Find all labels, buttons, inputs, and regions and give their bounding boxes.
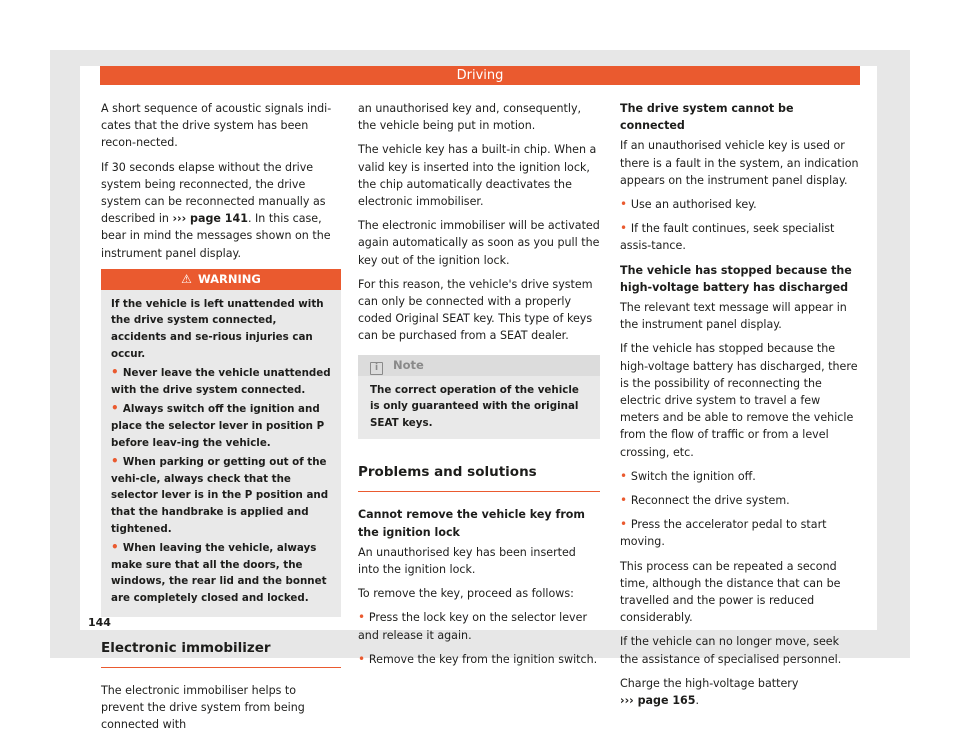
paragraph: To remove the key, proceed as follows: (358, 587, 574, 601)
warning-bullet-text: When leaving the vehicle, always make sure that all the doors, the windows, the rear lid and the bonnet are completely closed and locked. (111, 542, 327, 604)
sub-heading: The vehicle has stopped because the high-voltage battery has discharged (620, 263, 852, 294)
bullet-icon: • (358, 610, 369, 625)
bullet-icon: • (111, 454, 123, 469)
paragraph: A short sequence of acoustic signals indi-cates that the drive system has been recon-nected. (101, 102, 332, 150)
paragraph: If an unauthorised vehicle key is used or there is a fault in the system, an indication appears on the instrument panel display. (620, 139, 859, 187)
bullet-icon: • (620, 468, 631, 483)
list-item-text: Press the lock key on the selector lever and release it again. (358, 611, 587, 642)
warning-header (101, 269, 341, 290)
warning-triangle-icon: ⚠ (181, 271, 192, 286)
paragraph: This process can be repeated a second time, although the distance that can be travelled and the power is reduced considerably. (620, 559, 841, 625)
paragraph-text: Charge the high-voltage battery (620, 676, 799, 690)
bullet-icon: • (111, 540, 123, 555)
warning-intro: If the vehicle is left unattended with the drive system connected, accidents and se-rious injuries can occur. (111, 297, 324, 360)
section-heading: Problems and solutions (358, 463, 600, 492)
chapter-header: Driving (100, 66, 860, 85)
bullet-icon: • (620, 197, 631, 212)
page-link[interactable]: ››› page 165 (620, 694, 696, 708)
page-link[interactable]: ››› page 141 (172, 212, 248, 226)
bullet-icon: • (620, 517, 631, 532)
note-header (358, 355, 600, 376)
paragraph: The relevant text message will appear in the instrument panel display. (620, 301, 847, 332)
list-item-text: If the fault continues, seek specialist assis-tance. (620, 222, 835, 253)
paragraph: An unauthorised key has been inserted into the ignition lock. (358, 545, 576, 577)
list-item (358, 609, 600, 643)
paragraph: an unauthorised key and, consequently, the vehicle being put in motion. (358, 102, 582, 133)
section-heading: Electronic immobilizer (101, 639, 341, 668)
page-number: 144 (88, 616, 111, 629)
column-3 (620, 100, 860, 716)
bullet-icon: • (620, 493, 631, 508)
list-item (620, 196, 860, 213)
list-item (620, 220, 860, 254)
paragraph (620, 675, 860, 709)
warning-body (101, 290, 341, 607)
warning-bullet (111, 364, 331, 398)
list-item-text: Reconnect the drive system. (630, 494, 790, 508)
bullet-icon: • (358, 651, 369, 666)
bullet-icon: • (620, 221, 631, 236)
note-text: The correct operation of the vehicle is only guaranteed with the original SEAT keys. (370, 383, 579, 429)
sub-heading: The drive system cannot be connected (620, 102, 794, 133)
warning-bullet (111, 453, 331, 537)
paragraph: The electronic immobiliser helps to prevent the drive system from being connected with (101, 683, 305, 731)
warning-bullet-text: Always switch off the ignition and place the selector lever in position P before leav-ing the vehicle. (111, 403, 325, 449)
warning-bullet (111, 400, 331, 451)
warning-bullet-text: When parking or getting out of the vehi-cle, always check that the selector lever is in the P position and that the handbrake is applied and tightened. (111, 456, 329, 535)
list-item (620, 492, 860, 509)
list-item-text: Remove the key from the ignition switch. (368, 652, 598, 666)
column-1 (101, 100, 341, 740)
paragraph: The vehicle key has a built-in chip. When a valid key is inserted into the ignition lock, the chip automatically deactivates the electronic immobiliser. (358, 143, 597, 209)
paragraph-text: . In this case, bear in mind the messages shown on the instrument panel display. (101, 212, 331, 260)
column-2 (358, 100, 600, 675)
paragraph-text: . (695, 694, 700, 708)
list-item-text: Use an authorised key. (630, 198, 757, 212)
warning-bullet (111, 539, 331, 606)
sub-heading: Cannot remove the vehicle key from the ignition lock (358, 508, 585, 539)
paragraph (101, 159, 341, 262)
note-title: Note (393, 357, 424, 372)
warning-bullet-text: Never leave the vehicle unattended with the drive system connected. (111, 367, 331, 396)
list-item-text: Switch the ignition off. (630, 469, 756, 483)
list-item (358, 651, 600, 668)
list-item-text: Press the accelerator pedal to start moving. (620, 518, 827, 549)
paragraph: For this reason, the vehicle's drive system can only be connected with a properly coded Original SEAT key. This type of keys can be purchased from a SEAT dealer. (358, 277, 593, 343)
list-item (620, 516, 860, 550)
paragraph: If the vehicle can no longer move, seek the assistance of specialised personnel. (620, 635, 842, 666)
bullet-icon: • (111, 401, 123, 416)
info-icon: i (370, 362, 383, 375)
paragraph-text: If 30 seconds elapse without the drive system being reconnected, the drive system can be reconnected manually as described in (101, 160, 326, 226)
paragraph: The electronic immobiliser will be activated again automatically as soon as you pull the key out of the ignition lock. (358, 219, 600, 267)
warning-title: WARNING (197, 271, 261, 286)
bullet-icon: • (111, 365, 123, 380)
warning-box (101, 269, 341, 617)
paragraph: If the vehicle has stopped because the high-voltage battery has discharged, there is the possibility of reconnecting the electric drive system to travel a few meters and be able to remove the vehicle from the flow of traffic or from a level crossing, etc. (620, 342, 858, 459)
note-box (358, 355, 600, 440)
list-item (620, 468, 860, 485)
